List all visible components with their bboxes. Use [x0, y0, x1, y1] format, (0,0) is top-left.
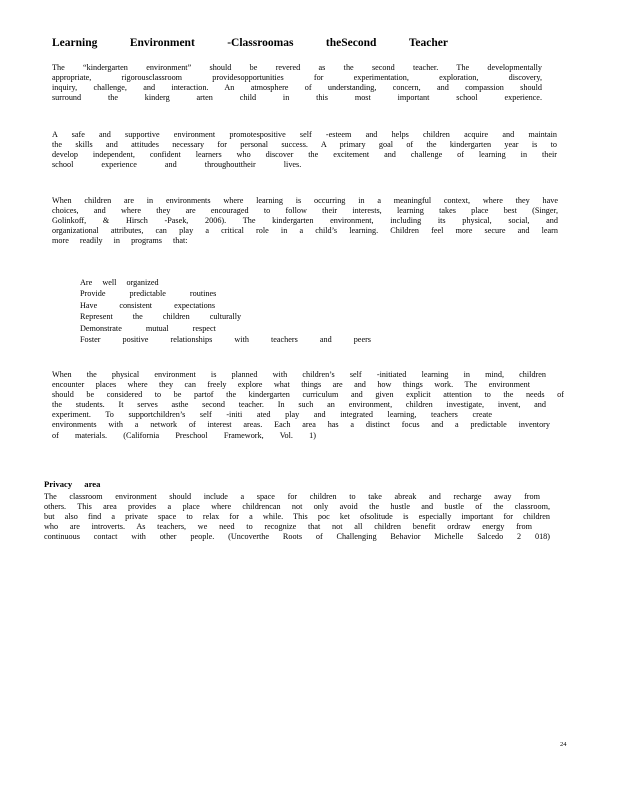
list-item-text: Foster positive relationships with teachers and peers [80, 335, 371, 345]
paragraph-kindergarten-environment [52, 63, 542, 103]
text-line: A safe and supportive environment promotespositive self -esteem and helps children acquire and maintain [52, 130, 557, 139]
text-line: appropriate, rigorousclassroom providesopportunities for experimentation, exploration, discovery, [52, 73, 542, 83]
text-line: school experience and throughouttheir lives. [52, 160, 302, 170]
text-line: The “kindergarten environment” should be revered as the second teacher. The developmentally [52, 63, 542, 72]
list-item-text: Demonstrate mutual respect [80, 323, 216, 333]
text-line: organizational attributes, can play a critical role in a child’s learning. Children feel more secure and learn [52, 226, 558, 236]
title-word: Learning [52, 37, 98, 49]
list-item-text: Have consistent expectations [80, 300, 216, 310]
text-line: develop independent, confident learners who discover the excitement and challenge of learning in their [52, 150, 557, 160]
text-line: When the physical environment is planned with children’s self -initiated learning in mind, children [52, 370, 546, 379]
title-word: Environment [129, 37, 195, 49]
text-line: experiment. To supportchildren’s self -initi ated play and integrated learning, teachers create [52, 410, 492, 420]
paragraph-privacy-area [44, 492, 550, 542]
text-line: environments with a network of interest areas. Each area has a distinct focus and a predictable inventory [52, 420, 550, 430]
text-line: inquiry, challenge, and interaction. An atmosphere of understanding, concern, and compassion should [52, 83, 542, 93]
text-line: the skills and attitudes necessary for personal success. A primary goal of the kindergarten year is to [52, 140, 557, 150]
text-line: Golinkoff, & Hirsch -Pasek, 2006). The kindergarten environment, including its physical, social, and [52, 216, 558, 226]
text-line: should be considered to be partof the kindergarten curriculum and given explicit attention to the needs of [52, 390, 564, 400]
text-line: more readily in programs that: [52, 236, 188, 246]
title-word: Teacher [408, 37, 448, 49]
bullet-list [52, 277, 371, 345]
bullet-glyph [52, 311, 80, 322]
page-title [52, 37, 448, 49]
paragraph-safe-environment [52, 130, 557, 170]
list-item [52, 288, 371, 299]
paragraph-learning-context [52, 196, 558, 246]
bullet-glyph [52, 288, 80, 299]
text-line: surround the kinderg arten child in this most important school experience. [52, 93, 542, 103]
bullet-glyph [52, 277, 80, 288]
list-item [52, 277, 371, 288]
list-item-text: Are well organized [80, 278, 159, 287]
list-item [52, 323, 371, 334]
list-item-text: Represent the children culturally [80, 312, 242, 322]
text-line: of materials. (California Preschool Framework, Vol. 1) [52, 430, 316, 440]
text-line: encounter places where they can freely explore what things are and how things work. The environment [52, 380, 530, 390]
bullet-glyph [52, 300, 80, 311]
text-line: the students. It serves asthe second teacher. In such an environment, children investigate, invent, and [52, 400, 546, 410]
text-line: continuous contact with other people. (Uncoverthe Roots of Challenging Behavior Michelle Salcedo 2 018) [44, 532, 550, 542]
list-item [52, 311, 371, 322]
list-item-text: Provide predictable routines [80, 289, 217, 299]
title-word: -Classroomas [227, 37, 294, 49]
text-line: but also find a private space to relax for a while. This poc ket ofsolitude is especially important for children [44, 512, 550, 522]
text-line: When children are in environments where learning is occurring in a meaningful context, where they have [52, 196, 558, 205]
list-item [52, 334, 371, 345]
section-heading: Privacy area [44, 479, 101, 489]
bullet-glyph [52, 334, 80, 345]
page-number: 24 [560, 741, 567, 748]
text-line: The classroom environment should include a space for children to take abreak and recharge away from [44, 492, 540, 501]
bullet-glyph [52, 323, 80, 334]
text-line: who are introverts. As teachers, we need to recognize that not all children benefit ordraw energy from [44, 522, 532, 532]
list-item [52, 300, 371, 311]
title-word: theSecond [325, 37, 377, 49]
text-line: choices, and where they are encouraged to follow their interests, learning takes place best (Singer, [52, 206, 558, 216]
paragraph-physical-environment [52, 370, 564, 441]
text-line: others. This area provides a place where childrencan not only avoid the hustle and bustle of the classroom, [44, 502, 550, 512]
